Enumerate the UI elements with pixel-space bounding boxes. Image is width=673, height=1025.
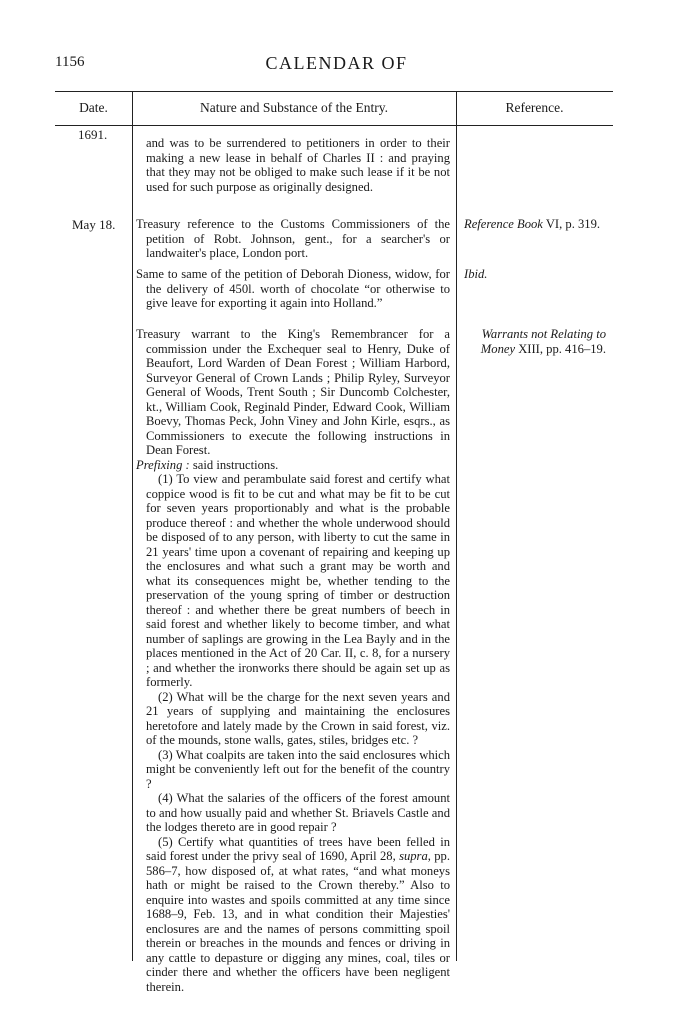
entry-johnson-text: Treasury reference to the Customs Commissioners of the petition of Robt. Johnson, gent., for a searcher's or landwaiter's place, London port. [136,217,450,260]
column-header-nature: Nature and Substance of the Entry. [199,100,389,115]
instruction-5-supra: supra [399,849,428,863]
column-header-reference: Reference. [505,100,564,115]
header-rule-top [55,91,613,92]
entry-dean-forest [136,327,450,994]
column-header-date: Date. [79,100,108,115]
instruction-5 [136,835,450,995]
year-label: 1691. [78,127,108,142]
reference-dean-forest [464,327,614,356]
instruction-4: (4) What the salaries of the officers of the forest amount to and how usually paid and whether St. Briavels Castle and the lodges thereto are in good repair ? [146,791,450,834]
column-divider-reference [456,91,457,961]
page-number: 1156 [55,54,85,70]
instruction-5-b: , pp. 586–7, how disposed of, at what rates, “and what moneys hath or might be raised to the Crown thereby.” Also to enquire into wastes and spoils committed at any time since 1688–9, Feb. 13, and in what condition their Majesties' enclosures are and the names of persons committing spoil therein or breaches in the mounds and fences or driving in any cattle to depasture or digging any mines, coal, tiles or cinder there and whether the officers have been negligent therein. [146,849,450,994]
entry-continuation-text: and was to be surrendered to petitioners in order to their making a new lease in behalf of Charles II : and praying that they may not be obliged to make such lease if it be not used for such purpose as originally designed. [146,136,450,194]
instruction-1: (1) To view and perambulate said forest and certify what coppice wood is fit to be cut and what may be fit to be cut for seven years proportionably and what is the probable produce thereof : and whether the whole underwood should be disposed of to any person, with liberty to cut the same in 21 years' time upon a covenant of repairing and keeping up the enclosures and what such a grant may be worth and what its consequences might be, whether tending to the preservation of the young spring of timber or destruction thereof : and whether there be great numbers of beech in said forest and whether likely to become timber, and what number of saplings are growing in the Lea Bayly and in the places mentioned in the Act of 20 Car. II, c. 8, for a nursery ; and whether the ironworks there should be again set up as formerly. [146,472,450,689]
column-divider-date [132,91,133,961]
reference-johnson [464,217,614,232]
prefixing-line [136,458,450,473]
instruction-2: (2) What will be the charge for the next seven years and 21 years of supplying and maintaining the enclosures heretofore and lately made by the Crown in said forest, viz. of the mounds, stone walls, gates, stiles, bridges etc. ? [146,689,450,747]
reference-dean-forest-page: XIII, pp. 416–19. [515,341,606,356]
instruction-5-a: (5) Certify what quantities of trees have been felled in said forest under the privy seal of 1690, April 28, [146,834,450,863]
entry-dean-forest-text: Treasury warrant to the King's Remembrancer for a commission under the Exchequer seal to Henry, Duke of Beaufort, Lord Warden of Dean Forest ; William Harbord, Surveyor General of Crown Lands ; Philip Ryley, Surveyor General of Woods, Trent South ; Sir Duncomb Colchester, kt., William Cook, Reginald Pinder, Edward Cook, William Boevy, Thomas Peck, John Viney and John Kirle, esqrs., as Commissioners to execute the following instructions in Dean Forest. [136,327,450,457]
prefixing-label: Prefixing : [136,457,190,472]
entry-dioness-text: Same to same of the petition of Deborah Dioness, widow, for the delivery of 450l. worth of chocolate “or otherwise to give leave for exporting it again into Holland.” [136,267,450,310]
header-rule-bottom [55,125,613,126]
reference-johnson-book: Reference Book [464,217,543,231]
entry-dioness [136,267,450,311]
date-may-18: May 18. [72,217,116,232]
instruction-3: (3) What coalpits are taken into the said enclosures which might be conveniently left out for the benefit of the country ? [146,747,450,791]
reference-dean-forest-book: Warrants not Relating to Money [480,327,606,356]
entry-continuation [136,136,450,194]
reference-dioness: Ibid. [464,267,488,281]
entry-johnson [136,217,450,261]
running-head: CALENDAR OF [265,53,408,73]
reference-johnson-page: VI, p. 319. [542,217,601,231]
prefixing-text: said instructions. [189,457,279,472]
